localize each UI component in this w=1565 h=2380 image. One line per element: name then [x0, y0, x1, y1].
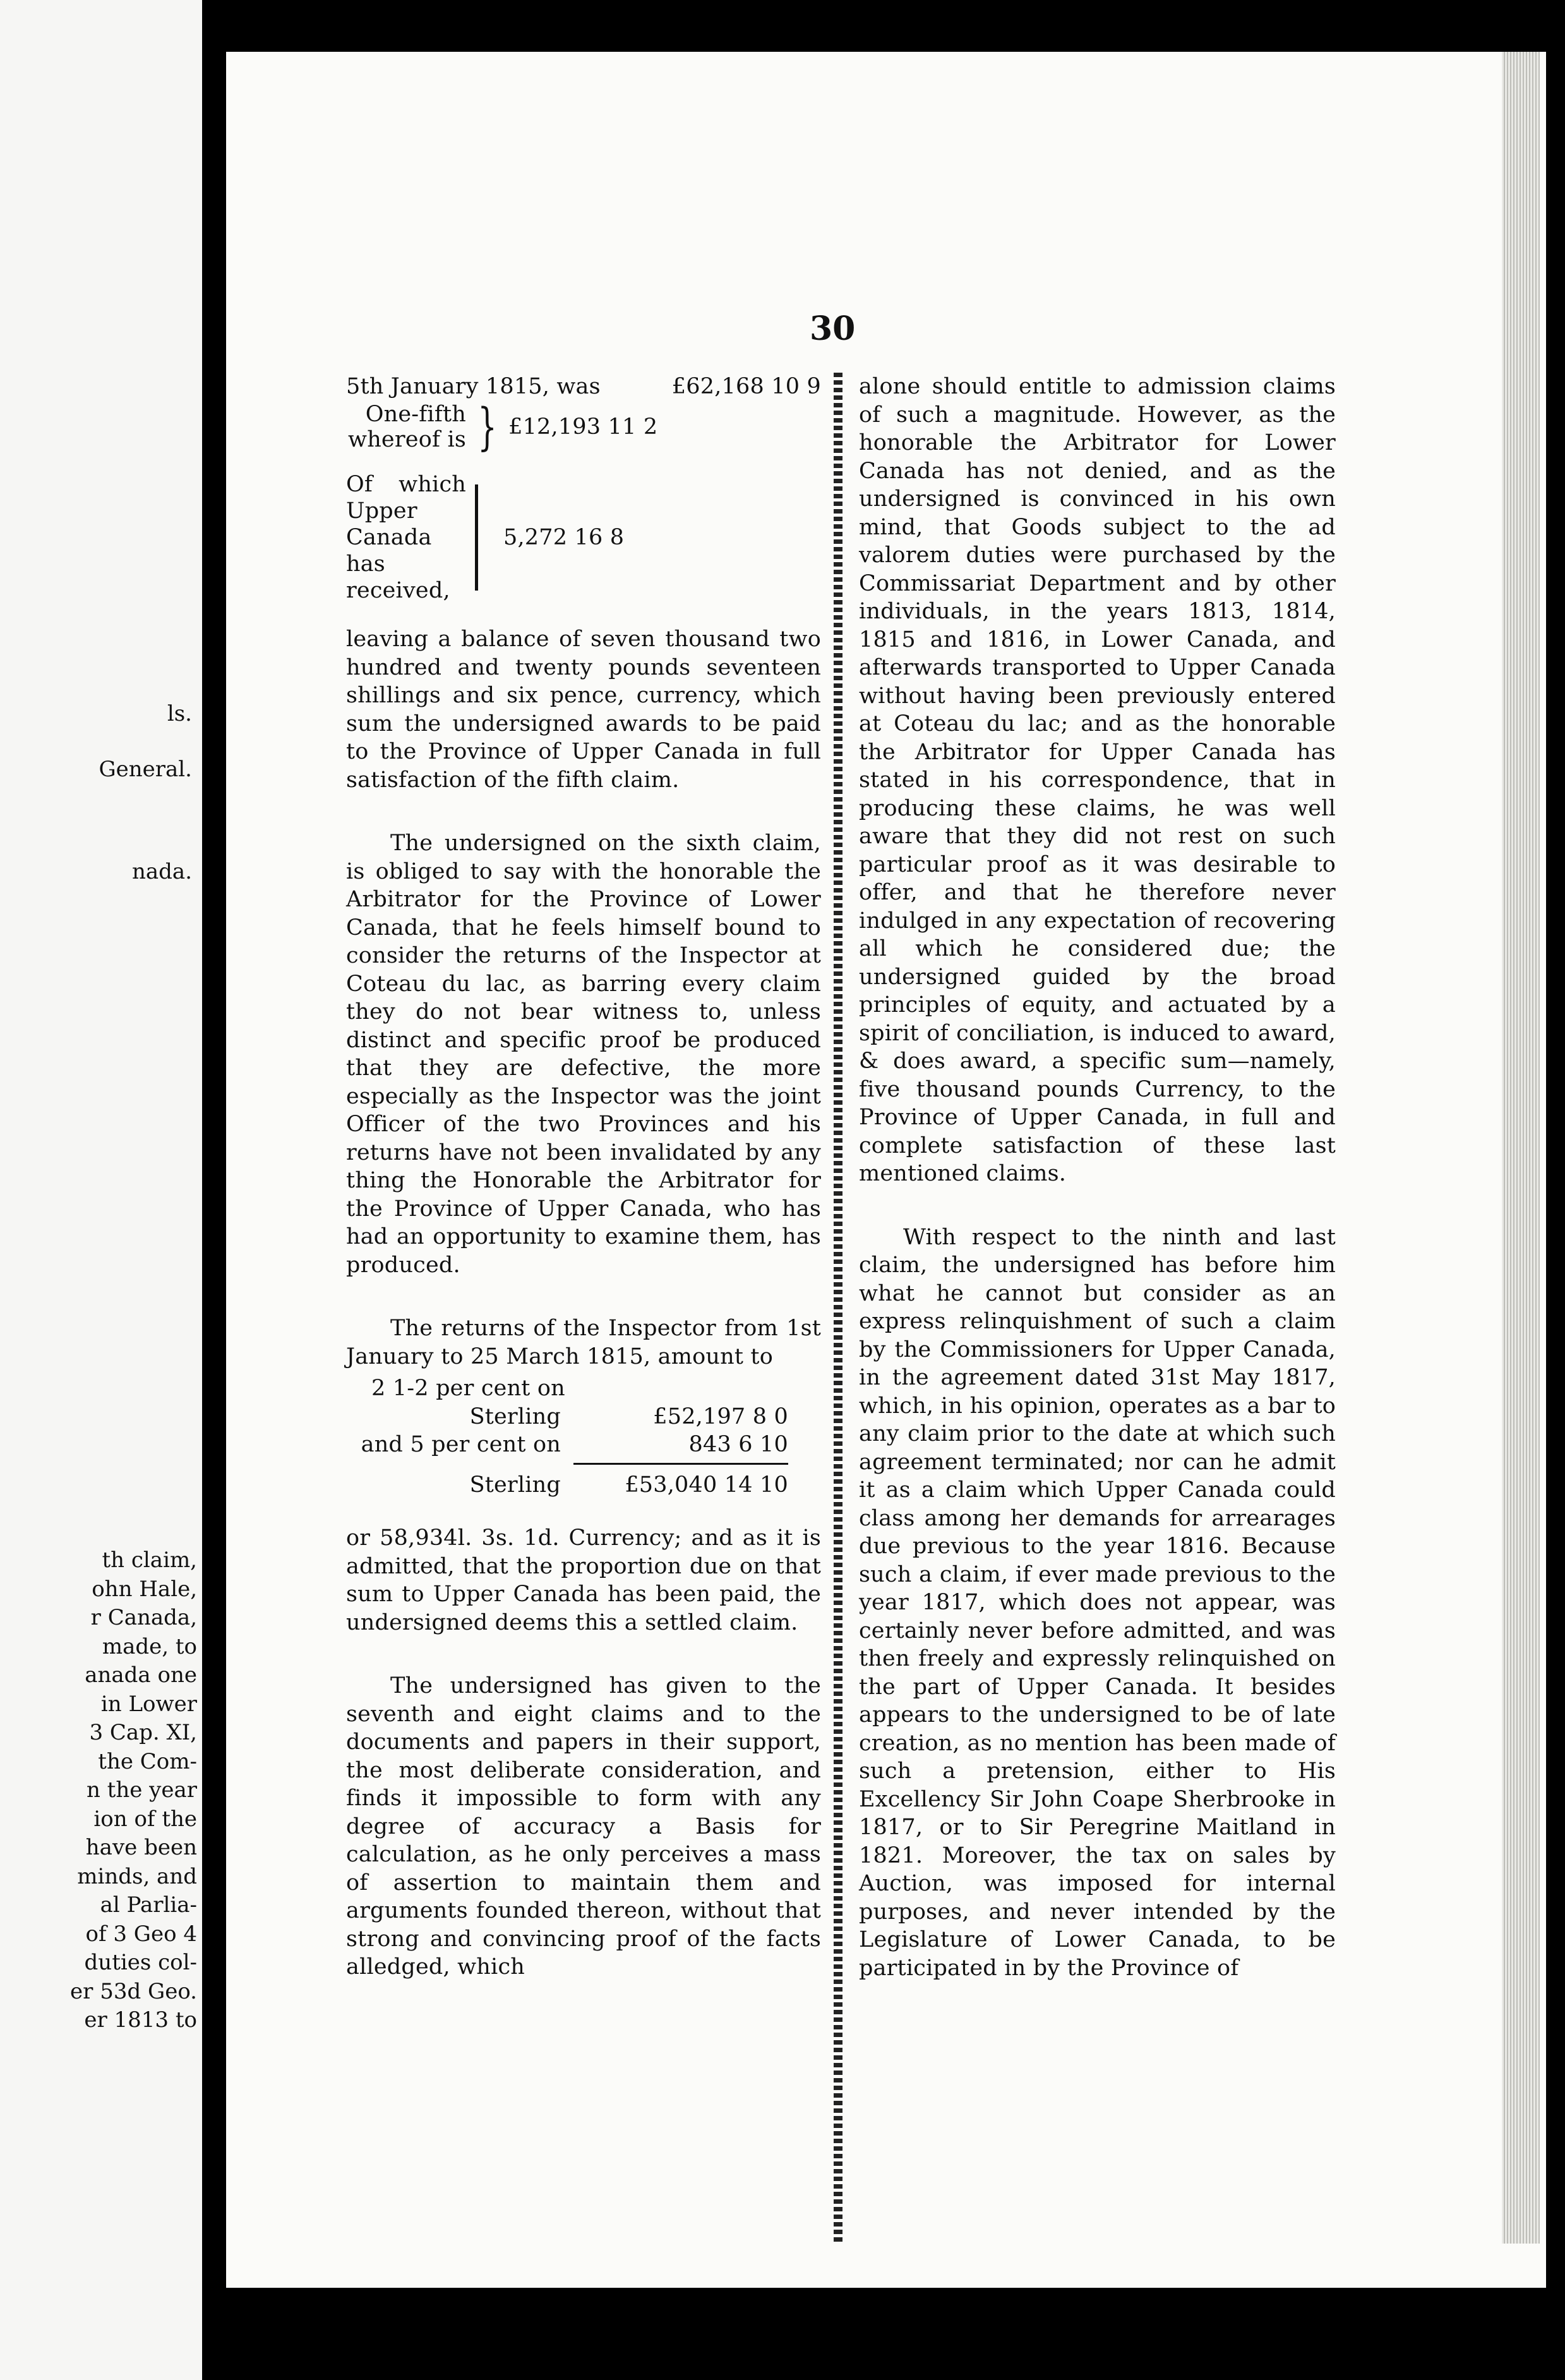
facing-page-line: ohn Hale, [92, 1576, 197, 1602]
facing-page-line: al Parlia- [100, 1892, 197, 1918]
page-stack-edge [1502, 52, 1540, 2244]
one-fifth-amount: £12,193 11 2 [508, 414, 658, 440]
sum-rule [573, 1463, 788, 1465]
one-fifth-label: One-fifth whereof is [348, 402, 466, 452]
facing-page [0, 0, 202, 2380]
facing-page-line: minds, and [77, 1863, 197, 1889]
facing-page-line: 3 Cap. XI, [89, 1720, 197, 1745]
returns-total-row [346, 1471, 821, 1500]
returns-total-value: £53,040 14 10 [625, 1472, 788, 1498]
facing-page-line: n the year [86, 1777, 197, 1803]
balance-computation [346, 373, 821, 604]
returns-total-label: Sterling [469, 1472, 561, 1498]
paragraph-award: alone should entitle to admission claims of such a magnitude. However, as the honorable the Arbitrator for Lower Canada has not denied, and as the undersigned is convinced in his own mind, that Goods subject to the ad valorem duties were purchased by the Commissariat Department and by other individuals, in the years 1813, 1814, 1815 and 1816, in Lower Canada, and afterwards transported to Upper Canada without having been previously entered at Coteau du lac; and as the honorable the Arbitrator for Upper Canada has stated in his correspondence, that in producing these claims, he was well aware that they did not rest on such particular proof as it was desirable to offer, and that he therefore never indulged in any expectation of recovering all which he considered due; the undersigned guided by the broad principles of equity, and actuated by a spirit of conciliation, is induced to award, & does award, a specific sum—namely, five thousand pounds Currency, to the Province of Upper Canada, in full and complete satisfaction of these last mentioned claims. [859, 374, 1336, 1186]
facing-page-line: th claim, [102, 1548, 197, 1573]
facing-page-line: anada one [85, 1662, 197, 1688]
bracket-bar [475, 484, 478, 591]
paragraph-currency: or 58,934l. 3s. 1d. Currency; and as it is admitted, that the proportion due on that sum to Upper Canada has been paid, the undersigned deems this a settled claim. [346, 1525, 821, 1635]
facing-page-line: made, to [102, 1633, 197, 1659]
right-column [859, 373, 1336, 2017]
paragraph-fifth-claim: leaving a balance of seven thousand two hundred and twenty pounds seventeen shillings and six pence, currency, which sum the undersigned awards to be paid to the Province of Upper Canada in full satisfaction of the fifth claim. [346, 627, 821, 793]
received-line [346, 471, 821, 604]
total-line [346, 373, 821, 400]
returns-row [346, 1431, 821, 1459]
left-column [346, 373, 821, 2017]
returns-row [346, 1403, 821, 1431]
paragraph-returns: The returns of the Inspector from 1st January to 25 March 1815, amount to [346, 1316, 821, 1369]
returns-value: 843 6 10 [688, 1432, 788, 1457]
facing-page-line: ion of the [93, 1806, 197, 1832]
paragraph-ninth-claim: With respect to the ninth and last claim, the undersigned has before him what he cannot but consider as an express relinquishment of such a claim by the Commissioners for Upper Canada, in the agreement dated 31st May 1817, which, in his opinion, operates as a bar to any claim prior to the date at which such agreement terminated; nor can he admit it as a claim which Upper Canada could class among her demands for arrearages due previous to the year 1816. Because such a claim, if ever made previous to the year 1817, which does not appear, was certainly never before admitted, and was then freely and expressly relinquished on the part of Upper Canada. It besides appears to the undersigned to be of late creation, as no mention has been made of such a pretension, either to His Excellency Sir John Coape Sherbrooke in 1817, or to Sir Peregrine Maitland in 1821. Moreover, the tax on sales by Auction, was imposed for internal purposes, and never intended by the Legislature of Lower Canada, to be participated in by the Province of [859, 1224, 1336, 1981]
facing-page-line: in Lower [100, 1691, 197, 1717]
facing-page-line: have been [85, 1835, 197, 1860]
returns-label: Sterling [469, 1403, 561, 1429]
facing-page-fragment: ls. [167, 701, 192, 726]
returns-label: 2 1-2 per cent on [371, 1376, 565, 1401]
total-line-amount: £62,168 10 9 [671, 374, 821, 399]
returns-value: £52,197 8 0 [653, 1403, 788, 1429]
facing-page-line: of 3 Geo 4 [85, 1921, 197, 1947]
total-line-label: 5th January 1815, was [346, 374, 601, 399]
facing-page-line: r Canada, [90, 1605, 197, 1630]
facing-page-fragment: General. [99, 757, 192, 782]
returns-label: and 5 per cent on [361, 1432, 561, 1457]
received-label: Of which Upper Canada has received, [346, 472, 466, 603]
column-divider [834, 373, 842, 2242]
facing-page-text [0, 1546, 197, 2035]
returns-row [346, 1374, 821, 1403]
facing-page-line: er 1813 to [84, 2007, 197, 2033]
one-fifth-line [346, 397, 821, 456]
page-number: 30 [810, 310, 856, 348]
received-amount: 5,272 16 8 [503, 525, 625, 550]
brace-glyph: } [477, 397, 497, 456]
facing-page-fragment: nada. [131, 859, 192, 884]
paragraph-seventh-eighth-claims: The undersigned has given to the seventh and eight claims and to the documents and papers in their support, the most deliberate consideration, and finds it impossible to form with any degree of accuracy a Basis for calculation, as he only perceives a mass of assertion to maintain them and arguments founded thereon, without that strong and convincing proof of the facts alledged, which [346, 1673, 821, 1980]
facing-page-line: duties col- [84, 1950, 197, 1975]
facing-page-line: er 53d Geo. [70, 1978, 197, 2004]
facing-page-line: the Com- [98, 1748, 197, 1774]
paragraph-sixth-claim: The undersigned on the sixth claim, is obliged to say with the honorable the Arbitrator for the Province of Lower Canada, that he feels himself bound to consider the returns of the Inspector at Coteau du lac, as barring every claim they do not bear witness to, unless distinct and specific proof be produced that they are defective, the more especially as the Inspector was the joint Officer of the two Provinces and his returns have not been invalidated by any thing the Honorable the Arbitrator for the Province of Upper Canada, who has had an opportunity to examine them, has produced. [346, 831, 821, 1278]
returns-table [346, 1374, 821, 1499]
